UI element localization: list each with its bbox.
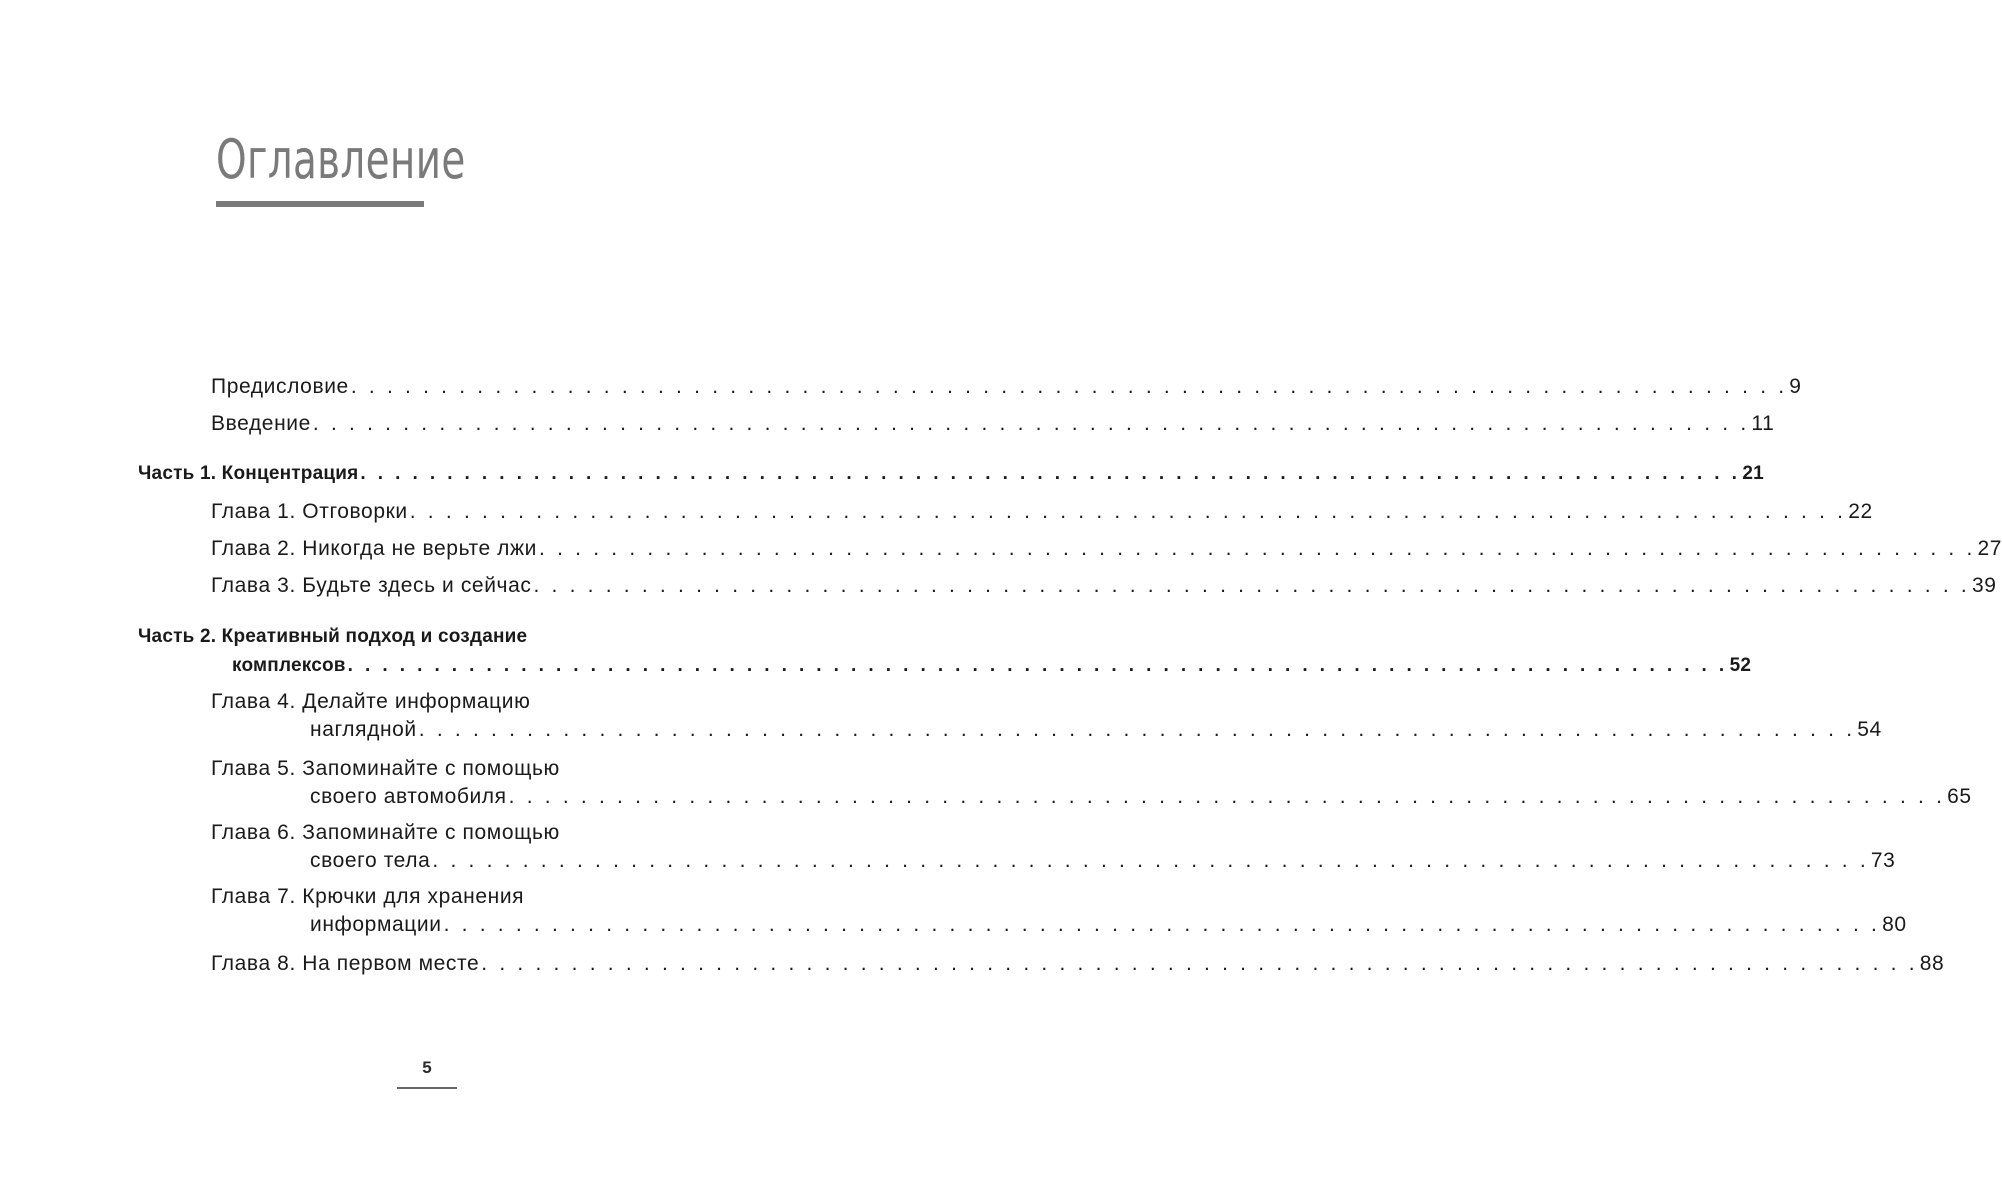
toc-part-page: 52 <box>1729 655 1752 676</box>
toc-entry-label: своего автомобиля <box>310 785 507 808</box>
toc-entry-intro[interactable] <box>211 409 1775 439</box>
toc-entry-page: 9 <box>1789 375 1802 398</box>
toc-leader-dots: . . . . . . . . . . . . . . . . . . . . . . . . . . . . . . . . . . . . . . . . . . . . . . . . . . . . . . . . . . . . . . . . . . . . . . . . . . . . . . . . <box>481 952 1918 975</box>
toc-leader-dots: . . . . . . . . . . . . . . . . . . . . . . . . . . . . . . . . . . . . . . . . . . . . . . . . . . . . . . . . . . . . . . . . . . . . . . . . . . . . . . . . <box>418 718 1856 741</box>
toc-entry-label: Глава 3. Будьте здесь и сейчас <box>211 574 532 597</box>
toc-leader-dots: . . . . . . . . . . . . . . . . . . . . . . . . . . . . . . . . . . . . . . . . . . . . . . . . . . . . . . . . . . . . . . . . . . . . . . . . . . . . . . . . <box>312 412 1750 435</box>
toc-leader-dots: . . . . . . . . . . . . . . . . . . . . . . . . . . . . . . . . . . . . . . . . . . . . . . . . . . . . . . . . . . . . . . . . . . . . . . . . . . . . . . . . <box>539 537 1976 560</box>
toc-entry-page: 22 <box>1848 500 1873 523</box>
toc-entry-page: 39 <box>1971 574 1997 597</box>
toc-chapter-7-line1[interactable]: Глава 7. Крючки для хранения <box>211 885 525 908</box>
toc-leader-dots: . . . . . . . . . . . . . . . . . . . . . . . . . . . . . . . . . . . . . . . . . . . . . . . . . . . . . . . . . . . . . . . . . . . . . . . . . . . . . . . . <box>350 375 1788 398</box>
toc-leader-dots: . . . . . . . . . . . . . . . . . . . . . . . . . . . . . . . . . . . . . . . . . . . . . . . . . . . . . . . . . . . . . . . . . . . . . . . . . . . . . . . . <box>409 500 1847 523</box>
title-underline <box>216 201 424 207</box>
toc-entry-page: 27 <box>1977 537 2002 560</box>
toc-leader-dots: . . . . . . . . . . . . . . . . . . . . . . . . . . . . . . . . . . . . . . . . . . . . . . . . . . . . . . . . . . . . . . . . . . . . . . . . . . . . . . . . <box>347 655 1728 676</box>
toc-leader-dots: . . . . . . . . . . . . . . . . . . . . . . . . . . . . . . . . . . . . . . . . . . . . . . . . . . . . . . . . . . . . . . . . . . . . . . . . . . . . . . . . <box>360 463 1741 484</box>
page-title: Оглавление <box>216 128 466 191</box>
toc-entry-page: 11 <box>1751 412 1775 435</box>
toc-entry-label: наглядной <box>310 718 417 741</box>
toc-entry-preface[interactable] <box>211 372 1802 402</box>
toc-part-label: Часть 1. Концентрация <box>138 463 359 484</box>
toc-chapter-7[interactable] <box>310 910 1907 940</box>
toc-entry-label: Введение <box>211 412 311 435</box>
toc-leader-dots: . . . . . . . . . . . . . . . . . . . . . . . . . . . . . . . . . . . . . . . . . . . . . . . . . . . . . . . . . . . . . . . . . . . . . . . . . . . . . . . . <box>443 913 1881 936</box>
toc-leader-dots: . . . . . . . . . . . . . . . . . . . . . . . . . . . . . . . . . . . . . . . . . . . . . . . . . . . . . . . . . . . . . . . . . . . . . . . . . . . . . . . . <box>432 849 1869 872</box>
toc-chapter-6[interactable] <box>310 846 1896 876</box>
toc-leader-dots: . . . . . . . . . . . . . . . . . . . . . . . . . . . . . . . . . . . . . . . . . . . . . . . . . . . . . . . . . . . . . . . . . . . . . . . . . . . . . . . . <box>508 785 1946 808</box>
toc-part-1[interactable] <box>138 459 1764 489</box>
toc-entry-label: информации <box>310 913 442 936</box>
toc-entry-page: 65 <box>1947 785 1972 808</box>
toc-part-page: 21 <box>1742 463 1764 484</box>
toc-entry-page: 73 <box>1870 849 1896 872</box>
toc-chapter-2[interactable] <box>211 534 2002 564</box>
toc-entry-label: Предисловие <box>211 375 349 398</box>
toc-chapter-6-line1[interactable]: Глава 6. Запоминайте с помощью <box>211 821 560 844</box>
toc-entry-page: 88 <box>1919 952 1945 975</box>
toc-entry-label: Глава 8. На первом месте <box>211 952 480 975</box>
toc-chapter-4-line1[interactable]: Глава 4. Делайте информацию <box>211 690 531 713</box>
toc-chapter-4[interactable] <box>310 715 1882 745</box>
toc-entry-label: Глава 1. Отговорки <box>211 500 408 523</box>
toc-chapter-8[interactable] <box>211 949 1945 979</box>
toc-entry-label: Глава 2. Никогда не верьте лжи <box>211 537 538 560</box>
toc-entry-label: своего тела <box>310 849 431 872</box>
toc-chapter-3[interactable] <box>211 571 1997 601</box>
toc-chapter-5[interactable] <box>310 782 1972 812</box>
toc-part-2[interactable] <box>232 651 1752 681</box>
toc-chapter-5-line1[interactable]: Глава 5. Запоминайте с помощью <box>211 757 560 780</box>
toc-chapter-1[interactable] <box>211 497 1873 527</box>
page-number: 5 <box>422 1058 432 1077</box>
toc-part-label: комплексов <box>232 655 346 676</box>
page-number-rule <box>397 1087 457 1089</box>
toc-entry-page: 80 <box>1882 913 1907 936</box>
toc-leader-dots: . . . . . . . . . . . . . . . . . . . . . . . . . . . . . . . . . . . . . . . . . . . . . . . . . . . . . . . . . . . . . . . . . . . . . . . . . . . . . . . . <box>533 574 1970 597</box>
toc-entry-page: 54 <box>1857 718 1882 741</box>
toc-part-2-line1[interactable]: Часть 2. Креативный подход и создание <box>138 626 528 647</box>
